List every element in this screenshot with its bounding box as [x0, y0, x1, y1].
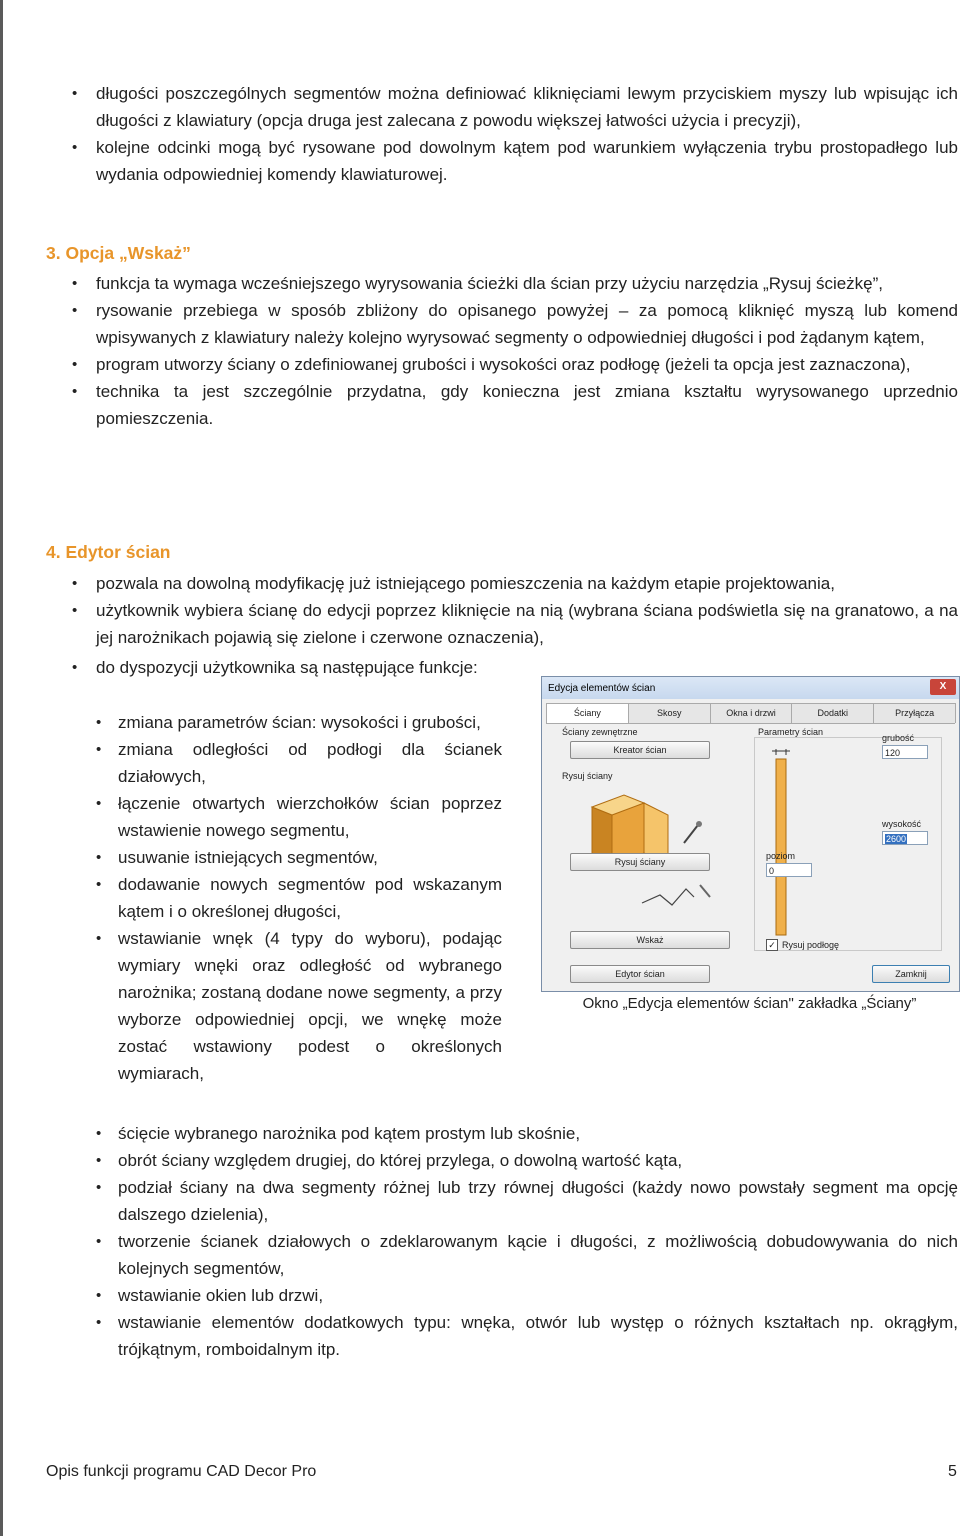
list-item: • do dyspozycji użytkownika są następujące funkcje:	[96, 654, 502, 681]
height-label: wysokość	[882, 819, 922, 829]
tab-windows-doors[interactable]: Okna i drzwi	[710, 703, 793, 723]
section-4-sub-list	[118, 709, 502, 1087]
list-item: • rysowanie przebiega w sposób zbliżony do opisanego powyżej – za pomocą kliknięć myszą lub komend wpisywanych z klawiatury należy kolejno wyrysować segmenty o odpowiedniej długości i pod żądanym kątem,	[96, 297, 958, 351]
floor-level-input[interactable]: 0	[766, 863, 812, 877]
list-item: • zmiana odległości od podłogi dla ścianek działowych,	[118, 736, 502, 790]
section-4-list	[96, 570, 958, 651]
list-item: • ścięcie wybranego narożnika pod kątem prostym lub skośnie,	[118, 1120, 958, 1147]
section-3-list	[96, 270, 958, 432]
section-4-sub-list-full	[118, 1120, 958, 1363]
list-item: • pozwala na dowolną modyfikację już istniejącego pomieszczenia na każdym etapie projektowania,	[96, 570, 958, 597]
list-item: • długości poszczególnych segmentów można definiować kliknięciami lewym przyciskiem myszy lub wpisując ich długości z klawiatury (opcja druga jest zalecana z powodu większej łatwości użycia i precyzji),	[96, 80, 958, 134]
list-item: • podział ściany na dwa segmenty różnej lub trzy równej długości (każdy nowo powstały segment ma opcję dalszego dzielenia),	[118, 1174, 958, 1228]
list-item: • obrót ściany względem drugiej, do której przylega, o dowolną wartość kąta,	[118, 1147, 958, 1174]
wall-section-illustration	[766, 747, 796, 937]
tab-slopes[interactable]: Skosy	[628, 703, 711, 723]
page-left-rule	[0, 0, 3, 1536]
list-item: • program utworzy ściany o zdefiniowanej grubości i wysokości oraz podłogę (jeżeli ta opcja jest zaznaczona),	[96, 351, 958, 378]
creator-button[interactable]: Kreator ścian	[570, 741, 710, 759]
list-item: • łączenie otwartych wierzchołków ścian poprzez wstawienie nowego segmentu,	[118, 790, 502, 844]
list-item: • funkcja ta wymaga wcześniejszego wyrysowania ścieżki dla ścian przy użyciu narzędzia „Rysuj ścieżkę”,	[96, 270, 958, 297]
footer-title: Opis funkcji programu CAD Decor Pro	[46, 1463, 317, 1480]
list-item: • tworzenie ścianek działowych o zdeklarowanym kącie i długości, z możliwością dobudowywania do nich kolejnych segmentów,	[118, 1228, 958, 1282]
point-button[interactable]: Wskaż	[570, 931, 730, 949]
list-item: • użytkownik wybiera ścianę do edycji poprzez kliknięcie na nią (wybrana ściana podświetla się na granatowo, a na jej narożnikach pojawią się zielone i czerwone oznaczenia),	[96, 597, 958, 651]
dialog-tabs	[546, 703, 955, 724]
wall-editor-button[interactable]: Edytor ścian	[570, 965, 710, 983]
list-item: • usuwanie istniejących segmentów,	[118, 844, 502, 871]
floor-checkbox-row[interactable]	[766, 939, 839, 951]
floor-level-label: poziom	[766, 851, 796, 861]
list-item: • wstawianie elementów dodatkowych typu: wnęka, otwór lub występ o różnych kształtach np. okrągłym, trójkątnym, romboidalnym itp.	[118, 1309, 958, 1363]
dialog-title-bar	[542, 677, 959, 699]
tab-walls[interactable]: Ściany	[546, 703, 629, 723]
dialog-title: Edycja elementów ścian	[548, 682, 656, 694]
list-item: • kolejne odcinki mogą być rysowane pod dowolnym kątem pod warunkiem wyłączenia trybu prostopadłego lub wydania odpowiedniej komendy klawiaturowej.	[96, 134, 958, 188]
tab-connections[interactable]: Przyłącza	[873, 703, 956, 723]
floor-checkbox-label: Rysuj podłogę	[782, 940, 840, 950]
wall-3d-illustration	[582, 785, 732, 915]
section-4-heading: 4. Edytor ścian	[46, 542, 171, 562]
thickness-label: grubość	[882, 733, 915, 743]
list-item: • zmiana parametrów ścian: wysokości i grubości,	[118, 709, 502, 736]
list-item: • wstawianie wnęk (4 typy do wyboru), podając wymiary wnęki oraz odległość od wybranego narożnika; zostaną dodane nowe segmenty, a przy wyborze odpowiedniej opcji, we wnękę może zostać wstawiony podest o określonych wymiarach,	[118, 925, 502, 1087]
list-item: • technika ta jest szczególnie przydatna, gdy konieczna jest zmiana kształtu wyrysowanego uprzednio pomieszczenia.	[96, 378, 958, 432]
height-input[interactable]	[882, 831, 928, 845]
tab-extras[interactable]: Dodatki	[791, 703, 874, 723]
height-value-selected: 2600	[886, 834, 907, 844]
thickness-input[interactable]: 120	[882, 745, 928, 759]
page-number: 5	[948, 1463, 957, 1480]
intro-list	[96, 80, 958, 188]
outer-walls-group-label: Ściany zewnętrzne	[562, 727, 638, 737]
draw-walls-button[interactable]: Rysuj ściany	[570, 853, 710, 871]
list-item: • dodawanie nowych segmentów pod wskazanym kątem i o określonej długości,	[118, 871, 502, 925]
figure-caption: Okno „Edycja elementów ścian" zakładka „Ściany”	[582, 995, 917, 1012]
wall-params-group-label: Parametry ścian	[758, 727, 824, 737]
checkbox-checked-icon[interactable]: ✓	[766, 939, 778, 951]
section-4-functions-intro	[96, 654, 502, 681]
close-button[interactable]: Zamknij	[872, 965, 950, 983]
list-item: • wstawianie okien lub drzwi,	[118, 1282, 958, 1309]
wall-elements-dialog	[541, 676, 960, 992]
draw-walls-group-label: Rysuj ściany	[562, 771, 613, 781]
close-icon[interactable]: X	[930, 679, 956, 695]
section-3-heading: 3. Opcja „Wskaż”	[46, 243, 191, 263]
